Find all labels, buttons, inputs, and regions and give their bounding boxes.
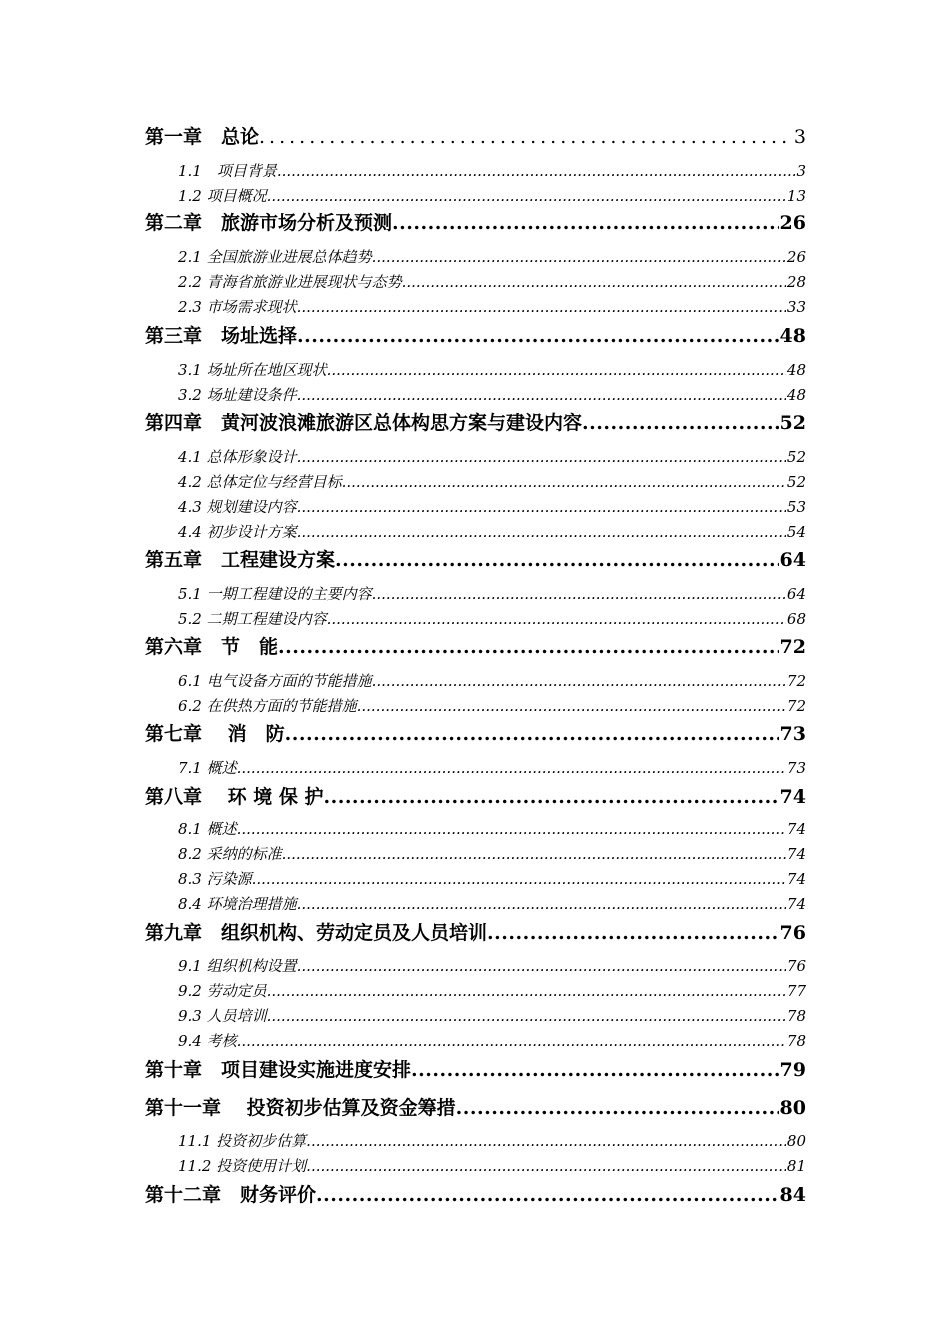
toc-section-entry[interactable] xyxy=(178,583,806,603)
toc-dot-leader xyxy=(327,361,786,379)
toc-entry-title: 第五章 工程建设方案 xyxy=(145,549,336,571)
toc-page-number: 76 xyxy=(779,922,806,944)
toc-chapter-entry[interactable] xyxy=(145,1055,806,1081)
toc-section-entry[interactable] xyxy=(178,359,806,379)
toc-entry-title: 4.1 总体形象设计 xyxy=(178,448,297,466)
toc-dot-leader xyxy=(582,412,779,434)
toc-page-number: 54 xyxy=(786,523,806,541)
toc-section-entry[interactable] xyxy=(178,670,806,690)
toc-section-entry[interactable] xyxy=(178,185,806,205)
toc-entry-title: 5.1 一期工程建设的主要内容 xyxy=(178,585,372,603)
toc-dot-leader xyxy=(278,636,779,658)
toc-entry-title: 第九章 组织机构、劳动定员及人员培训 xyxy=(145,922,488,944)
toc-page-number: 80 xyxy=(779,1097,806,1119)
toc-page-number: 78 xyxy=(786,1007,806,1025)
toc-entry-title: 2.1 全国旅游业进展总体趋势 xyxy=(178,248,372,266)
toc-page-number: 80 xyxy=(786,1132,806,1150)
toc-section-entry[interactable] xyxy=(178,384,806,404)
toc-chapter-entry[interactable] xyxy=(145,545,806,571)
toc-entry-title: 6.2 在供热方面的节能措施 xyxy=(178,697,357,715)
toc-page-number: 74 xyxy=(786,895,806,913)
toc-page-number: 48 xyxy=(786,386,806,404)
toc-dot-leader xyxy=(267,982,786,1000)
toc-section-entry[interactable] xyxy=(178,296,806,316)
toc-entry-title: 3.2 场址建设条件 xyxy=(178,386,297,404)
toc-page-number: 73 xyxy=(786,759,806,777)
toc-entry-title: 第三章 场址选择 xyxy=(145,325,298,347)
toc-page-number: 84 xyxy=(779,1184,806,1206)
toc-page-number: 78 xyxy=(786,1032,806,1050)
toc-entry-title: 第十二章 财务评价 xyxy=(145,1184,317,1206)
toc-page-number: 74 xyxy=(786,845,806,863)
toc-entry-title: 第六章 节 能 xyxy=(145,636,279,658)
toc-page-number: 72 xyxy=(786,672,806,690)
toc-dot-leader xyxy=(297,523,786,541)
toc-entry-title: 2.3 市场需求现状 xyxy=(178,298,297,316)
toc-page-number: 52 xyxy=(786,448,806,466)
toc-section-entry[interactable] xyxy=(178,695,806,715)
toc-chapter-entry[interactable] xyxy=(145,208,806,234)
toc-entry-title: 11.2 投资使用计划 xyxy=(178,1157,307,1175)
toc-entry-title: 第七章 消 防 xyxy=(145,723,285,745)
toc-dot-leader xyxy=(267,1007,786,1025)
toc-entry-title: 3.1 场址所在地区现状 xyxy=(178,361,327,379)
toc-entry-title: 6.1 电气设备方面的节能措施 xyxy=(178,672,372,690)
toc-page-number: 74 xyxy=(786,870,806,888)
toc-section-entry[interactable] xyxy=(178,818,806,838)
toc-section-entry[interactable] xyxy=(178,1030,806,1050)
toc-chapter-entry[interactable] xyxy=(145,719,806,745)
toc-entry-title: 第一章 总论 xyxy=(145,126,260,148)
toc-dot-leader xyxy=(335,549,779,571)
toc-page-number: 73 xyxy=(779,723,806,745)
toc-dot-leader xyxy=(297,325,779,347)
toc-dot-leader xyxy=(297,498,786,516)
toc-section-entry[interactable] xyxy=(178,496,806,516)
toc-dot-leader xyxy=(297,895,786,913)
toc-dot-leader xyxy=(306,1132,786,1150)
toc-dot-leader xyxy=(342,473,786,491)
toc-entry-title: 第十一章 投资初步估算及资金筹措 xyxy=(145,1097,456,1119)
toc-chapter-entry[interactable] xyxy=(145,632,806,658)
toc-page-number: 77 xyxy=(786,982,806,1000)
toc-dot-leader xyxy=(487,922,779,944)
toc-chapter-entry[interactable] xyxy=(145,321,806,347)
toc-dot-leader xyxy=(237,1032,786,1050)
toc-dot-leader xyxy=(392,212,779,234)
toc-entry-title: 第十章 项目建设实施进度安排 xyxy=(145,1059,412,1081)
toc-page-number: 72 xyxy=(779,636,806,658)
toc-page-number: 81 xyxy=(786,1157,806,1175)
toc-page-number: 48 xyxy=(786,361,806,379)
toc-chapter-entry[interactable] xyxy=(145,1093,806,1119)
toc-entry-title: 8.4 环境治理措施 xyxy=(178,895,297,913)
toc-dot-leader xyxy=(285,723,779,745)
toc-page-number: 3 xyxy=(796,162,806,180)
toc-dot-leader xyxy=(327,610,786,628)
toc-dot-leader xyxy=(237,759,786,777)
toc-dot-leader xyxy=(259,126,793,148)
toc-section-entry[interactable] xyxy=(178,868,806,888)
toc-section-entry[interactable] xyxy=(178,246,806,266)
toc-page-number: 52 xyxy=(786,473,806,491)
toc-dot-leader xyxy=(357,697,786,715)
toc-entry-title: 9.2 劳动定员 xyxy=(178,982,267,1000)
toc-page-number: 64 xyxy=(786,585,806,603)
toc-entry-title: 1.1 项目背景 xyxy=(178,162,277,180)
toc-dot-leader xyxy=(282,845,786,863)
toc-section-entry[interactable] xyxy=(178,471,806,491)
toc-section-entry[interactable] xyxy=(178,757,806,777)
toc-entry-title: 9.3 人员培训 xyxy=(178,1007,267,1025)
toc-page-number: 74 xyxy=(786,820,806,838)
toc-page-number: 68 xyxy=(786,610,806,628)
toc-page-number: 53 xyxy=(786,498,806,516)
toc-section-entry[interactable] xyxy=(178,521,806,541)
toc-section-entry[interactable] xyxy=(178,1130,806,1150)
toc-dot-leader xyxy=(456,1097,779,1119)
toc-dot-leader xyxy=(252,870,786,888)
toc-dot-leader xyxy=(306,1157,786,1175)
toc-dot-leader xyxy=(316,1184,779,1206)
toc-chapter-entry[interactable] xyxy=(145,1180,806,1206)
toc-entry-title: 第四章 黄河波浪滩旅游区总体构思方案与建设内容 xyxy=(145,412,583,434)
toc-entry-title: 4.4 初步设计方案 xyxy=(178,523,297,541)
toc-dot-leader xyxy=(277,162,796,180)
toc-page-number: 26 xyxy=(786,248,806,266)
toc-dot-leader xyxy=(372,585,786,603)
toc-dot-leader xyxy=(297,448,786,466)
toc-entry-title: 第二章 旅游市场分析及预测 xyxy=(145,212,393,234)
toc-entry-title: 8.2 采纳的标准 xyxy=(178,845,282,863)
toc-entry-title: 5.2 二期工程建设内容 xyxy=(178,610,327,628)
toc-section-entry[interactable] xyxy=(178,271,806,291)
toc-section-entry[interactable] xyxy=(178,1155,806,1175)
toc-entry-title: 8.3 污染源 xyxy=(178,870,252,888)
toc-dot-leader xyxy=(267,187,786,205)
toc-chapter-entry[interactable] xyxy=(145,408,806,434)
toc-dot-leader xyxy=(402,273,786,291)
toc-page-number: 28 xyxy=(786,273,806,291)
toc-entry-title: 1.2 项目概况 xyxy=(178,187,267,205)
toc-entry-title: 4.2 总体定位与经营目标 xyxy=(178,473,342,491)
toc-section-entry[interactable] xyxy=(178,446,806,466)
toc-entry-title: 2.2 青海省旅游业进展现状与态势 xyxy=(178,273,402,291)
toc-dot-leader xyxy=(372,672,786,690)
toc-dot-leader xyxy=(297,957,786,975)
toc-page-number: 52 xyxy=(779,412,806,434)
toc-entry-title: 8.1 概述 xyxy=(178,820,237,838)
toc-section-entry[interactable] xyxy=(178,843,806,863)
toc-page-number: 64 xyxy=(779,549,806,571)
toc-entry-title: 11.1 投资初步估算 xyxy=(178,1132,307,1150)
toc-section-entry[interactable] xyxy=(178,955,806,975)
toc-page-number: 74 xyxy=(779,786,806,808)
toc-chapter-entry[interactable] xyxy=(145,918,806,944)
toc-dot-leader xyxy=(372,248,786,266)
toc-page-number: 76 xyxy=(786,957,806,975)
toc-dot-leader xyxy=(237,820,786,838)
toc-page-number: 79 xyxy=(779,1059,806,1081)
toc-entry-title: 4.3 规划建设内容 xyxy=(178,498,297,516)
toc-page-number: 26 xyxy=(779,212,806,234)
toc-page-number: 48 xyxy=(779,325,806,347)
toc-section-entry[interactable] xyxy=(178,980,806,1000)
toc-dot-leader xyxy=(297,386,786,404)
toc-page-number: 3 xyxy=(793,126,806,148)
toc-section-entry[interactable] xyxy=(178,160,806,180)
toc-dot-leader xyxy=(323,786,778,808)
toc-page-number: 33 xyxy=(786,298,806,316)
toc-entry-title: 第八章 环 境 保 护 xyxy=(145,786,324,808)
toc-section-entry[interactable] xyxy=(178,608,806,628)
toc-dot-leader xyxy=(411,1059,779,1081)
toc-page-number: 13 xyxy=(786,187,806,205)
toc-entry-title: 9.1 组织机构设置 xyxy=(178,957,297,975)
toc-entry-title: 9.4 考核 xyxy=(178,1032,237,1050)
toc-chapter-entry[interactable] xyxy=(145,782,806,808)
toc-dot-leader xyxy=(297,298,786,316)
toc-entry-title: 7.1 概述 xyxy=(178,759,237,777)
toc-section-entry[interactable] xyxy=(178,893,806,913)
toc-chapter-entry[interactable] xyxy=(145,122,806,148)
toc-section-entry[interactable] xyxy=(178,1005,806,1025)
toc-page-number: 72 xyxy=(786,697,806,715)
